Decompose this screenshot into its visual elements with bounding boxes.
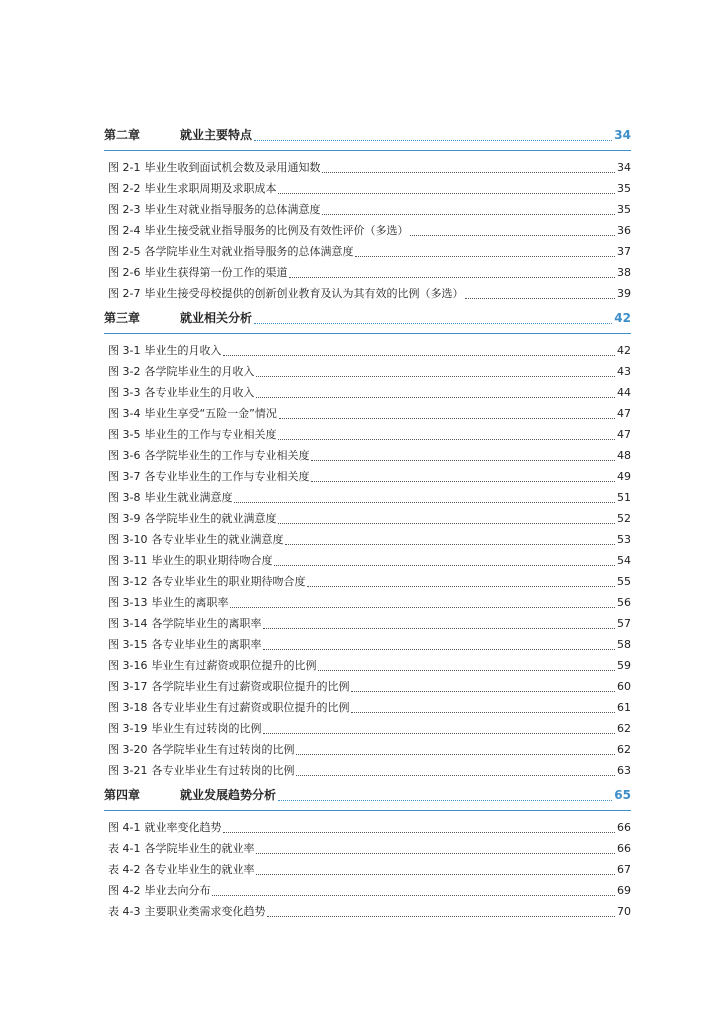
entry-label: 表 4-1 <box>108 842 141 855</box>
toc-entry[interactable] <box>104 262 631 283</box>
page-number: 39 <box>617 287 631 300</box>
dot-leader <box>256 375 615 377</box>
entry-label: 图 3-16 <box>108 659 148 672</box>
page-number: 48 <box>617 449 631 462</box>
entry-title: 各学院毕业生的离职率 <box>151 617 262 630</box>
page-number: 37 <box>617 245 631 258</box>
dot-leader <box>318 669 615 671</box>
entry-label: 图 3-9 <box>108 512 141 525</box>
toc-entry[interactable] <box>104 655 631 676</box>
toc-entry[interactable] <box>104 739 631 760</box>
toc-entry[interactable] <box>104 550 631 571</box>
dot-leader <box>410 234 615 236</box>
entry-title: 各专业毕业生的工作与专业相关度 <box>144 470 310 483</box>
dot-leader <box>285 543 615 545</box>
entry-title: 毕业生接受母校提供的创新创业教育及认为其有效的比例（多选） <box>144 287 464 300</box>
dot-leader <box>263 732 615 734</box>
entry-title: 毕业生对就业指导服务的总体满意度 <box>144 203 321 216</box>
entry-title: 各学院毕业生有过薪资或职位提升的比例 <box>151 680 350 693</box>
dot-leader <box>254 322 612 324</box>
entry-title: 就业率变化趋势 <box>144 821 222 834</box>
page-number: 47 <box>617 428 631 441</box>
dot-leader <box>296 774 615 776</box>
page-number: 58 <box>617 638 631 651</box>
entry-title: 各学院毕业生的月收入 <box>144 365 255 378</box>
page-number: 36 <box>617 224 631 237</box>
toc-entry[interactable] <box>104 445 631 466</box>
page-number: 61 <box>617 701 631 714</box>
dot-leader <box>267 915 615 917</box>
entry-title: 各专业毕业生的离职率 <box>151 638 262 651</box>
dot-leader <box>465 297 615 299</box>
page-number: 66 <box>617 821 631 834</box>
page-number: 44 <box>617 386 631 399</box>
entry-title: 各专业毕业生的职业期待吻合度 <box>151 575 306 588</box>
entry-title: 毕业生收到面试机会数及录用通知数 <box>144 161 321 174</box>
entry-title: 各专业毕业生的就业率 <box>144 863 255 876</box>
entry-label: 图 3-8 <box>108 491 141 504</box>
page-number: 65 <box>614 788 631 802</box>
dot-leader <box>256 396 615 398</box>
page-number: 49 <box>617 470 631 483</box>
dot-leader <box>263 648 615 650</box>
toc-entry[interactable] <box>104 508 631 529</box>
dot-leader <box>278 799 612 801</box>
entry-label: 图 3-15 <box>108 638 148 651</box>
toc-entry[interactable] <box>104 838 631 859</box>
entry-label: 表 4-3 <box>108 905 141 918</box>
entry-label: 图 3-5 <box>108 428 141 441</box>
page-number: 59 <box>617 659 631 672</box>
entry-title: 主要职业类需求变化趋势 <box>144 905 266 918</box>
page-number: 42 <box>614 311 631 325</box>
toc-entry[interactable] <box>104 241 631 262</box>
entry-label: 图 4-1 <box>108 821 141 834</box>
toc-entry[interactable] <box>104 403 631 424</box>
entry-label: 图 2-5 <box>108 245 141 258</box>
page-number: 47 <box>617 407 631 420</box>
toc-entry[interactable] <box>104 487 631 508</box>
dot-leader <box>256 873 615 875</box>
page-number: 69 <box>617 884 631 897</box>
toc-entry[interactable] <box>104 466 631 487</box>
table-of-contents <box>104 121 631 922</box>
entry-label: 图 3-10 <box>108 533 148 546</box>
dot-leader <box>289 276 615 278</box>
dot-leader <box>254 139 612 141</box>
entry-label: 图 3-20 <box>108 743 148 756</box>
toc-entry[interactable] <box>104 901 631 922</box>
entry-title: 各学院毕业生有过转岗的比例 <box>151 743 295 756</box>
toc-entry[interactable] <box>104 382 631 403</box>
entry-title: 毕业生就业满意度 <box>144 491 233 504</box>
chapter-title: 就业发展趋势分析 <box>180 788 277 802</box>
entry-label: 图 4-2 <box>108 884 141 897</box>
dot-leader <box>311 480 615 482</box>
chapter-number: 第四章 <box>104 788 141 802</box>
page-number: 60 <box>617 680 631 693</box>
entry-title: 毕业去向分布 <box>144 884 211 897</box>
toc-entry[interactable] <box>104 283 631 304</box>
entry-label: 图 3-14 <box>108 617 148 630</box>
toc-entry[interactable] <box>104 361 631 382</box>
entry-label: 图 3-19 <box>108 722 148 735</box>
entry-title: 各学院毕业生对就业指导服务的总体满意度 <box>144 245 354 258</box>
page-number: 38 <box>617 266 631 279</box>
entry-label: 图 3-18 <box>108 701 148 714</box>
entry-label: 图 3-6 <box>108 449 141 462</box>
toc-entry[interactable] <box>104 634 631 655</box>
entry-title: 毕业生的职业期待吻合度 <box>151 554 273 567</box>
entry-title: 毕业生的离职率 <box>151 596 229 609</box>
chapter-number: 第三章 <box>104 311 141 325</box>
toc-entry[interactable] <box>104 697 631 718</box>
toc-entry[interactable] <box>104 880 631 901</box>
entry-label: 图 2-2 <box>108 182 141 195</box>
toc-entry[interactable] <box>104 760 631 781</box>
dot-leader <box>223 354 615 356</box>
entry-title: 各专业毕业生的月收入 <box>144 386 255 399</box>
entry-title: 毕业生享受“五险一金”情况 <box>144 407 277 420</box>
entry-title: 各学院毕业生的就业率 <box>144 842 255 855</box>
entry-title: 毕业生的月收入 <box>144 344 222 357</box>
page-number: 35 <box>617 203 631 216</box>
toc-entry[interactable] <box>104 199 631 220</box>
toc-entry[interactable] <box>104 157 631 178</box>
entry-title: 毕业生的工作与专业相关度 <box>144 428 277 441</box>
toc-entry[interactable] <box>104 220 631 241</box>
page-number: 52 <box>617 512 631 525</box>
entry-title: 各学院毕业生的工作与专业相关度 <box>144 449 310 462</box>
toc-entry[interactable] <box>104 178 631 199</box>
entry-title: 毕业生获得第一份工作的渠道 <box>144 266 288 279</box>
dot-leader <box>212 894 615 896</box>
toc-entry[interactable] <box>104 613 631 634</box>
toc-entry[interactable] <box>104 340 631 361</box>
dot-leader <box>351 690 615 692</box>
entry-title: 各专业毕业生有过薪资或职位提升的比例 <box>151 701 350 714</box>
entry-label: 图 3-4 <box>108 407 141 420</box>
dot-leader <box>278 522 615 524</box>
page-number: 66 <box>617 842 631 855</box>
page-number: 53 <box>617 533 631 546</box>
dot-leader <box>278 438 615 440</box>
entry-label: 图 3-2 <box>108 365 141 378</box>
toc-entry[interactable] <box>104 424 631 445</box>
entry-title: 各专业毕业生的就业满意度 <box>151 533 284 546</box>
dot-leader <box>279 417 615 419</box>
entry-title: 毕业生有过转岗的比例 <box>151 722 262 735</box>
dot-leader <box>322 213 615 215</box>
dot-leader <box>274 564 615 566</box>
page-number: 34 <box>614 128 631 142</box>
entry-label: 图 3-3 <box>108 386 141 399</box>
page-number: 62 <box>617 743 631 756</box>
page-number: 63 <box>617 764 631 777</box>
entry-label: 图 2-6 <box>108 266 141 279</box>
chapter-title: 就业相关分析 <box>180 311 253 325</box>
dot-leader <box>322 171 615 173</box>
entry-title: 各专业毕业生有过转岗的比例 <box>151 764 295 777</box>
page-number: 56 <box>617 596 631 609</box>
chapter-title: 就业主要特点 <box>180 128 253 142</box>
entry-label: 图 3-12 <box>108 575 148 588</box>
toc-entry[interactable] <box>104 817 631 838</box>
page-number: 70 <box>617 905 631 918</box>
page-number: 51 <box>617 491 631 504</box>
entry-label: 图 3-13 <box>108 596 148 609</box>
dot-leader <box>256 852 615 854</box>
page-number: 43 <box>617 365 631 378</box>
page-number: 35 <box>617 182 631 195</box>
entry-title: 毕业生接受就业指导服务的比例及有效性评价（多选） <box>144 224 409 237</box>
toc-entry[interactable] <box>104 529 631 550</box>
dot-leader <box>311 459 615 461</box>
toc-entry[interactable] <box>104 592 631 613</box>
entry-title: 各学院毕业生的就业满意度 <box>144 512 277 525</box>
dot-leader <box>296 753 615 755</box>
entry-label: 图 3-11 <box>108 554 148 567</box>
entry-title: 毕业生有过薪资或职位提升的比例 <box>151 659 317 672</box>
chapter-number: 第二章 <box>104 128 141 142</box>
page-number: 54 <box>617 554 631 567</box>
entry-label: 图 3-1 <box>108 344 141 357</box>
dot-leader <box>351 711 615 713</box>
entry-label: 图 2-7 <box>108 287 141 300</box>
toc-chapter-4[interactable] <box>104 781 631 811</box>
dot-leader <box>263 627 615 629</box>
toc-entry[interactable] <box>104 718 631 739</box>
entry-label: 图 2-3 <box>108 203 141 216</box>
entry-label: 图 3-21 <box>108 764 148 777</box>
toc-chapter-2[interactable] <box>104 121 631 151</box>
page-number: 62 <box>617 722 631 735</box>
dot-leader <box>355 255 615 257</box>
toc-entry[interactable] <box>104 859 631 880</box>
dot-leader <box>223 831 615 833</box>
page-number: 34 <box>617 161 631 174</box>
toc-entry[interactable] <box>104 676 631 697</box>
page-number: 57 <box>617 617 631 630</box>
dot-leader <box>234 501 615 503</box>
dot-leader <box>278 192 615 194</box>
dot-leader <box>307 585 615 587</box>
entry-label: 图 2-1 <box>108 161 141 174</box>
page-number: 42 <box>617 344 631 357</box>
page-number: 67 <box>617 863 631 876</box>
entry-label: 表 4-2 <box>108 863 141 876</box>
entry-label: 图 3-17 <box>108 680 148 693</box>
toc-entry[interactable] <box>104 571 631 592</box>
dot-leader <box>230 606 615 608</box>
entry-label: 图 2-4 <box>108 224 141 237</box>
entry-title: 毕业生求职周期及求职成本 <box>144 182 277 195</box>
toc-chapter-3[interactable] <box>104 304 631 334</box>
entry-label: 图 3-7 <box>108 470 141 483</box>
page-number: 55 <box>617 575 631 588</box>
